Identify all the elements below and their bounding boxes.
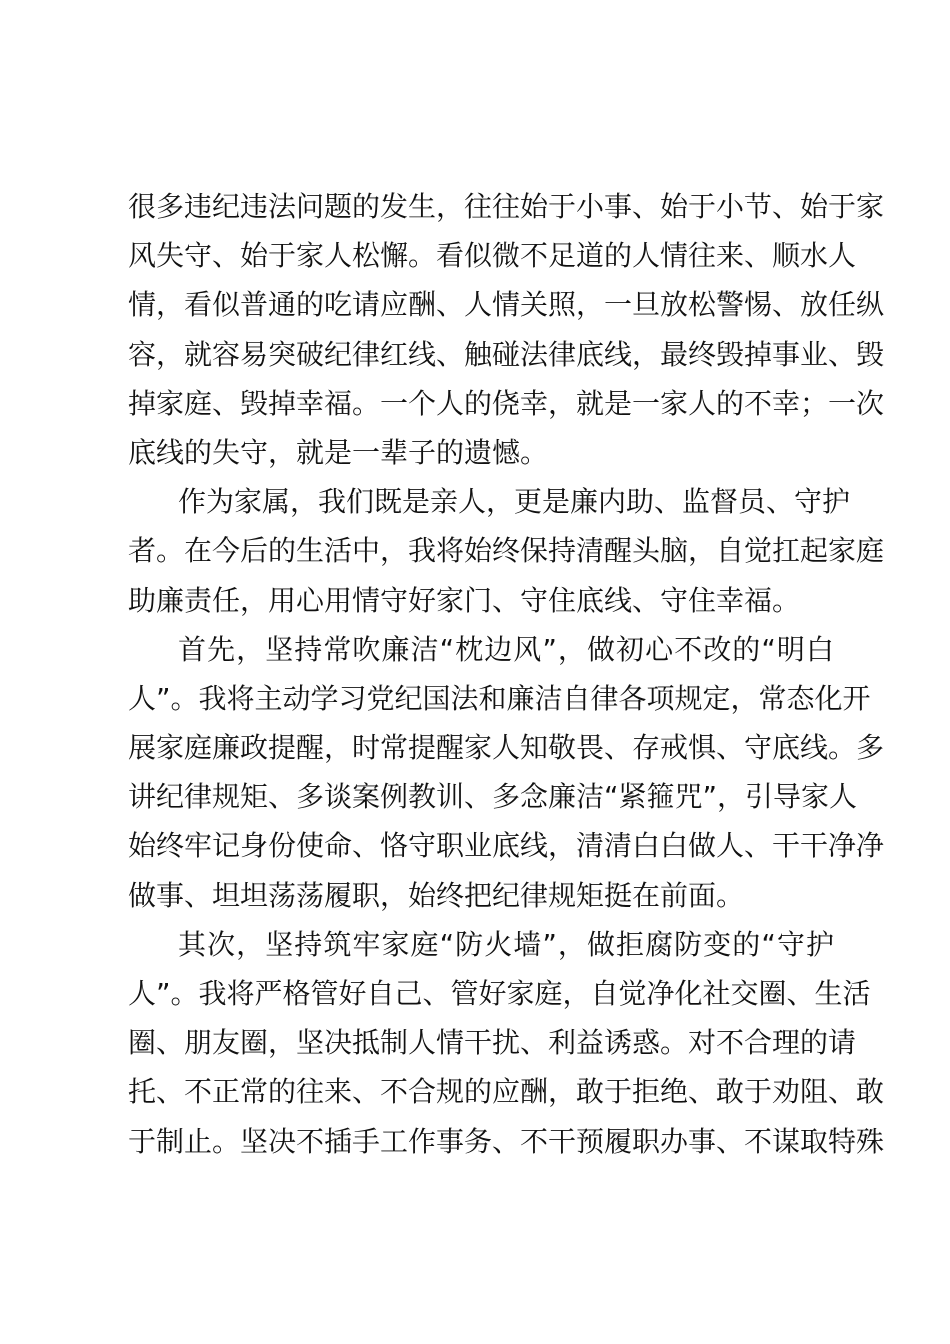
text-line: 人”。我将主动学习党纪国法和廉洁自律各项规定，常态化开: [128, 681, 871, 715]
text-line: 圈、朋友圈，坚决抵制人情干扰、利益诱惑。对不合理的请: [128, 1026, 857, 1060]
text-line: 情，看似普通的吃请应酬、人情关照，一旦放松警惕、放任纵: [128, 288, 885, 322]
paragraph: [128, 477, 885, 625]
text-line: 展家庭廉政提醒，时常提醒家人知敬畏、存戒惧、守底线。多: [128, 731, 885, 765]
text-line: 托、不正常的往来、不合规的应酬，敢于拒绝、敢于劝阻、敢: [128, 1075, 885, 1109]
text-line: 助廉责任，用心用情守好家门、守住底线、守住幸福。: [128, 583, 801, 617]
document-body: [128, 182, 885, 1166]
text-line: 人”。我将严格管好自己、管好家庭，自觉净化社交圈、生活: [128, 977, 871, 1010]
paragraph: [128, 182, 885, 477]
text-line: 风失守、始于家人松懈。看似微不足道的人情往来、顺水人: [128, 239, 857, 273]
paragraph: [128, 625, 885, 920]
text-line: 很多违纪违法问题的发生，往往始于小事、始于小节、始于家: [128, 190, 885, 223]
text-line: 其次，坚持筑牢家庭“防火墙”，做拒腐防变的“守护: [178, 927, 834, 961]
text-line: 容，就容易突破纪律红线、触碰法律底线，最终毁掉事业、毁: [128, 337, 885, 371]
text-line: 首先，坚持常吹廉洁“枕边风”，做初心不改的“明白: [178, 632, 834, 666]
text-line: 者。在今后的生活中，我将始终保持清醒头脑，自觉扛起家庭: [128, 534, 885, 568]
text-line: 始终牢记身份使命、恪守职业底线，清清白白做人、干干净净: [128, 829, 885, 863]
text-line: 于制止。坚决不插手工作事务、不干预履职办事、不谋取特殊: [128, 1124, 885, 1158]
text-line: 讲纪律规矩、多谈案例教训、多念廉洁“紧箍咒”，引导家人: [128, 780, 858, 814]
text-line: 底线的失守，就是一辈子的遗憾。: [128, 435, 549, 469]
text-line: 掉家庭、毁掉幸福。一个人的侥幸，就是一家人的不幸；一次: [128, 386, 885, 420]
text-line: 做事、坦坦荡荡履职，始终把纪律规矩挺在前面。: [128, 878, 745, 912]
text-line: 作为家属，我们既是亲人，更是廉内助、监督员、守护: [178, 485, 851, 519]
paragraph: [128, 920, 885, 1166]
